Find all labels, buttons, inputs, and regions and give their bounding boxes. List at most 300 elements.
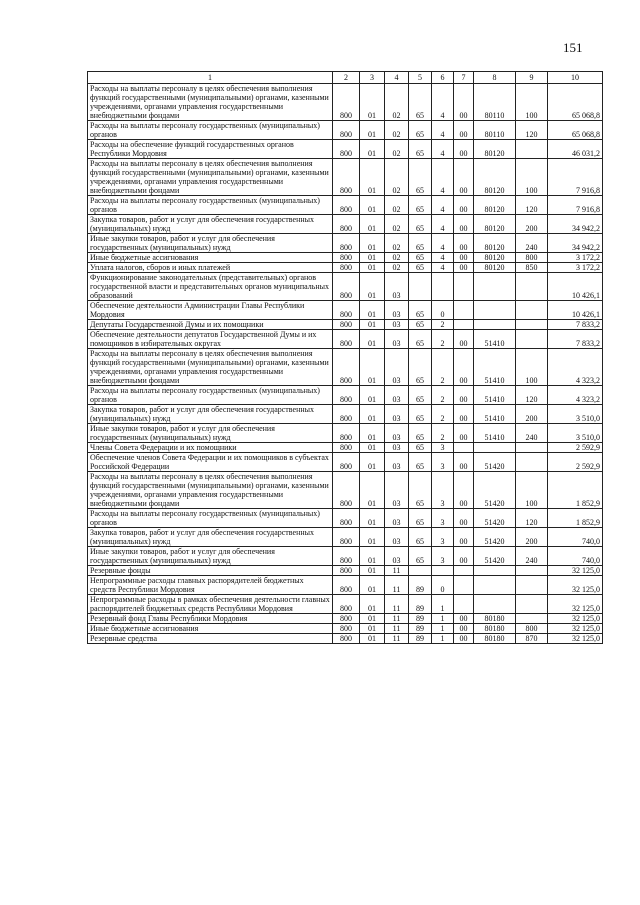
header-row [88, 72, 603, 84]
col-6-cell: 0 [432, 576, 454, 595]
col-3-cell: 01 [360, 453, 385, 472]
header-cell: 9 [516, 72, 548, 84]
col-5-cell: 65 [409, 320, 432, 330]
budget-table [87, 71, 603, 644]
row-name-cell: Расходы на выплаты персоналу в целях обеспечения выполнения функций государственными (муниципальными) органами, казенными учреждениями, органами управления государственными внебюджетными фондами [88, 84, 333, 121]
row-amount-cell: 1 852,9 [548, 472, 603, 509]
row-amount-cell: 4 323,2 [548, 349, 603, 386]
col-3-cell: 01 [360, 140, 385, 159]
col-6-cell: 4 [432, 196, 454, 215]
table-row [88, 509, 603, 528]
col-2-cell: 800 [333, 320, 360, 330]
table-row [88, 349, 603, 386]
col-2-cell: 800 [333, 215, 360, 234]
row-name-cell: Обеспечение деятельности депутатов Государственной Думы и их помощников в избирательных округах [88, 330, 333, 349]
col-8-cell: 51410 [474, 386, 516, 405]
col-2-cell: 800 [333, 330, 360, 349]
col-3-cell: 01 [360, 273, 385, 301]
col-8-cell [474, 595, 516, 614]
col-9-cell: 120 [516, 196, 548, 215]
col-7-cell [454, 595, 474, 614]
col-4-cell: 03 [385, 405, 409, 424]
col-7-cell: 00 [454, 528, 474, 547]
col-4-cell: 03 [385, 320, 409, 330]
col-2-cell: 800 [333, 273, 360, 301]
row-name-cell: Расходы на выплаты персоналу в целях обеспечения выполнения функций государственными (муниципальными) органами, казенными учреждениями, органами управления государственными внебюджетными фондами [88, 349, 333, 386]
col-2-cell: 800 [333, 595, 360, 614]
table-row [88, 634, 603, 644]
col-6-cell: 4 [432, 140, 454, 159]
col-8-cell: 51420 [474, 453, 516, 472]
row-amount-cell: 10 426,1 [548, 273, 603, 301]
row-name-cell: Члены Совета Федерации и их помощники [88, 443, 333, 453]
col-5-cell: 65 [409, 140, 432, 159]
col-2-cell: 800 [333, 263, 360, 273]
col-2-cell: 800 [333, 453, 360, 472]
col-7-cell [454, 566, 474, 576]
col-2-cell: 800 [333, 301, 360, 320]
col-9-cell: 240 [516, 424, 548, 443]
row-amount-cell: 32 125,0 [548, 634, 603, 644]
col-5-cell: 65 [409, 405, 432, 424]
col-8-cell [474, 273, 516, 301]
row-name-cell: Резервные средства [88, 634, 333, 644]
col-4-cell: 03 [385, 386, 409, 405]
row-name-cell: Обеспечение деятельности Администрации Главы Республики Мордовия [88, 301, 333, 320]
col-4-cell: 11 [385, 634, 409, 644]
row-name-cell: Закупка товаров, работ и услуг для обеспечения государственных (муниципальных) нужд [88, 405, 333, 424]
table-row [88, 614, 603, 624]
col-9-cell [516, 576, 548, 595]
col-9-cell: 100 [516, 159, 548, 196]
col-6-cell: 4 [432, 253, 454, 263]
col-5-cell: 65 [409, 443, 432, 453]
col-4-cell: 11 [385, 614, 409, 624]
row-amount-cell: 7 833,2 [548, 320, 603, 330]
col-3-cell: 01 [360, 595, 385, 614]
table-row [88, 472, 603, 509]
col-8-cell: 80120 [474, 215, 516, 234]
col-2-cell: 800 [333, 528, 360, 547]
col-9-cell [516, 301, 548, 320]
header-cell: 10 [548, 72, 603, 84]
col-5-cell: 89 [409, 595, 432, 614]
col-9-cell: 200 [516, 215, 548, 234]
row-amount-cell: 740,0 [548, 528, 603, 547]
col-9-cell: 800 [516, 624, 548, 634]
col-5-cell: 65 [409, 84, 432, 121]
col-7-cell: 00 [454, 405, 474, 424]
col-2-cell: 800 [333, 509, 360, 528]
col-2-cell: 800 [333, 159, 360, 196]
row-amount-cell: 34 942,2 [548, 234, 603, 253]
col-3-cell: 01 [360, 528, 385, 547]
col-8-cell [474, 576, 516, 595]
col-9-cell: 100 [516, 84, 548, 121]
col-8-cell: 51410 [474, 405, 516, 424]
header-cell: 1 [88, 72, 333, 84]
row-amount-cell: 65 068,8 [548, 84, 603, 121]
col-4-cell: 03 [385, 547, 409, 566]
header-cell: 2 [333, 72, 360, 84]
col-7-cell: 00 [454, 424, 474, 443]
page-number: 151 [563, 40, 583, 55]
col-5-cell: 65 [409, 159, 432, 196]
col-7-cell: 00 [454, 547, 474, 566]
col-4-cell: 03 [385, 273, 409, 301]
col-7-cell: 00 [454, 386, 474, 405]
col-4-cell: 03 [385, 301, 409, 320]
table-row [88, 234, 603, 253]
col-3-cell: 01 [360, 263, 385, 273]
col-7-cell: 00 [454, 84, 474, 121]
col-4-cell: 11 [385, 595, 409, 614]
col-3-cell: 01 [360, 472, 385, 509]
table-row [88, 121, 603, 140]
col-3-cell: 01 [360, 159, 385, 196]
col-5-cell: 65 [409, 234, 432, 253]
col-8-cell: 51410 [474, 330, 516, 349]
row-name-cell: Расходы на выплаты персоналу государственных (муниципальных) органов [88, 509, 333, 528]
col-3-cell: 01 [360, 547, 385, 566]
col-4-cell: 02 [385, 253, 409, 263]
row-name-cell: Непрограммные расходы в рамках обеспечения деятельности главных распорядителей бюджетных средств Республики Мордовия [88, 595, 333, 614]
col-3-cell: 01 [360, 509, 385, 528]
col-3-cell: 01 [360, 301, 385, 320]
col-7-cell [454, 443, 474, 453]
table-row [88, 320, 603, 330]
row-name-cell: Обеспечение членов Совета Федерации и их помощников в субъектах Российской Федерации [88, 453, 333, 472]
col-6-cell: 2 [432, 405, 454, 424]
row-amount-cell: 7 916,8 [548, 159, 603, 196]
row-amount-cell: 34 942,2 [548, 215, 603, 234]
col-7-cell: 00 [454, 121, 474, 140]
row-amount-cell: 3 172,2 [548, 253, 603, 263]
col-5-cell: 89 [409, 634, 432, 644]
col-5-cell: 65 [409, 263, 432, 273]
col-9-cell [516, 453, 548, 472]
col-8-cell: 80120 [474, 159, 516, 196]
col-8-cell: 51420 [474, 472, 516, 509]
col-5-cell: 65 [409, 330, 432, 349]
col-3-cell: 01 [360, 196, 385, 215]
row-amount-cell: 3 510,0 [548, 405, 603, 424]
col-2-cell: 800 [333, 576, 360, 595]
col-4-cell: 03 [385, 528, 409, 547]
col-6-cell: 3 [432, 472, 454, 509]
col-7-cell: 00 [454, 472, 474, 509]
col-8-cell: 80110 [474, 84, 516, 121]
col-3-cell: 01 [360, 424, 385, 443]
col-5-cell [409, 566, 432, 576]
table-row [88, 253, 603, 263]
col-5-cell: 65 [409, 301, 432, 320]
col-6-cell: 3 [432, 453, 454, 472]
col-4-cell: 03 [385, 453, 409, 472]
col-5-cell: 65 [409, 386, 432, 405]
row-amount-cell: 10 426,1 [548, 301, 603, 320]
row-name-cell: Расходы на выплаты персоналу в целях обеспечения выполнения функций государственными (муниципальными) органами, казенными учреждениями, органами управления государственными внебюджетными фондами [88, 159, 333, 196]
col-3-cell: 01 [360, 349, 385, 386]
table-row [88, 595, 603, 614]
col-7-cell: 00 [454, 453, 474, 472]
col-5-cell: 65 [409, 349, 432, 386]
col-9-cell: 100 [516, 472, 548, 509]
col-3-cell: 01 [360, 253, 385, 263]
col-8-cell: 51420 [474, 547, 516, 566]
col-4-cell: 02 [385, 84, 409, 121]
row-amount-cell: 7 833,2 [548, 330, 603, 349]
col-9-cell [516, 330, 548, 349]
table-row [88, 443, 603, 453]
row-amount-cell: 3 172,2 [548, 263, 603, 273]
col-8-cell: 80120 [474, 253, 516, 263]
row-name-cell: Иные бюджетные ассигнования [88, 624, 333, 634]
col-9-cell: 120 [516, 509, 548, 528]
col-8-cell: 80110 [474, 121, 516, 140]
row-name-cell: Расходы на обеспечение функций государственных органов Республики Мордовия [88, 140, 333, 159]
col-8-cell: 51410 [474, 349, 516, 386]
col-6-cell: 3 [432, 528, 454, 547]
col-9-cell: 120 [516, 121, 548, 140]
col-7-cell: 00 [454, 634, 474, 644]
col-3-cell: 01 [360, 386, 385, 405]
col-7-cell: 00 [454, 330, 474, 349]
table-row [88, 215, 603, 234]
col-5-cell: 65 [409, 253, 432, 263]
col-9-cell [516, 614, 548, 624]
header-cell: 6 [432, 72, 454, 84]
row-name-cell: Уплата налогов, сборов и иных платежей [88, 263, 333, 273]
header-cell: 7 [454, 72, 474, 84]
col-6-cell: 3 [432, 547, 454, 566]
col-7-cell: 00 [454, 509, 474, 528]
table-row [88, 624, 603, 634]
col-6-cell: 4 [432, 234, 454, 253]
col-3-cell: 01 [360, 234, 385, 253]
col-8-cell: 80120 [474, 196, 516, 215]
row-name-cell: Расходы на выплаты персоналу государственных (муниципальных) органов [88, 196, 333, 215]
col-8-cell: 80120 [474, 140, 516, 159]
table-row [88, 566, 603, 576]
col-9-cell: 240 [516, 547, 548, 566]
row-name-cell: Расходы на выплаты персоналу государственных (муниципальных) органов [88, 386, 333, 405]
row-name-cell: Депутаты Государственной Думы и их помощники [88, 320, 333, 330]
table-row [88, 301, 603, 320]
col-4-cell: 02 [385, 234, 409, 253]
col-9-cell [516, 595, 548, 614]
row-amount-cell: 32 125,0 [548, 614, 603, 624]
table-row [88, 263, 603, 273]
col-6-cell [432, 566, 454, 576]
col-9-cell: 120 [516, 386, 548, 405]
col-3-cell: 01 [360, 566, 385, 576]
col-9-cell [516, 566, 548, 576]
col-8-cell: 80120 [474, 234, 516, 253]
col-2-cell: 800 [333, 443, 360, 453]
col-9-cell [516, 443, 548, 453]
col-9-cell [516, 320, 548, 330]
col-6-cell: 0 [432, 301, 454, 320]
col-2-cell: 800 [333, 84, 360, 121]
row-amount-cell: 46 031,2 [548, 140, 603, 159]
col-5-cell: 65 [409, 528, 432, 547]
col-7-cell: 00 [454, 215, 474, 234]
col-4-cell: 11 [385, 576, 409, 595]
col-5-cell: 65 [409, 547, 432, 566]
col-6-cell: 1 [432, 624, 454, 634]
col-5-cell: 65 [409, 215, 432, 234]
col-5-cell: 65 [409, 472, 432, 509]
col-9-cell [516, 273, 548, 301]
col-6-cell: 4 [432, 84, 454, 121]
col-6-cell: 1 [432, 595, 454, 614]
col-3-cell: 01 [360, 84, 385, 121]
row-name-cell: Расходы на выплаты персоналу государственных (муниципальных) органов [88, 121, 333, 140]
row-amount-cell: 32 125,0 [548, 566, 603, 576]
row-name-cell: Иные закупки товаров, работ и услуг для обеспечения государственных (муниципальных) нужд [88, 547, 333, 566]
col-6-cell: 4 [432, 159, 454, 196]
col-4-cell: 02 [385, 196, 409, 215]
col-8-cell: 80180 [474, 624, 516, 634]
col-8-cell: 80120 [474, 263, 516, 273]
col-4-cell: 03 [385, 424, 409, 443]
col-3-cell: 01 [360, 624, 385, 634]
col-6-cell: 4 [432, 263, 454, 273]
col-6-cell: 2 [432, 386, 454, 405]
col-5-cell: 65 [409, 453, 432, 472]
col-7-cell [454, 320, 474, 330]
table-row [88, 453, 603, 472]
col-3-cell: 01 [360, 614, 385, 624]
col-4-cell: 02 [385, 215, 409, 234]
row-name-cell: Резервный фонд Главы Республики Мордовия [88, 614, 333, 624]
row-amount-cell: 1 852,9 [548, 509, 603, 528]
row-amount-cell: 32 125,0 [548, 595, 603, 614]
table-row [88, 547, 603, 566]
table-row [88, 84, 603, 121]
table-row [88, 196, 603, 215]
col-4-cell: 11 [385, 624, 409, 634]
col-2-cell: 800 [333, 634, 360, 644]
col-9-cell: 870 [516, 634, 548, 644]
row-name-cell: Непрограммные расходы главных распорядителей бюджетных средств Республики Мордовия [88, 576, 333, 595]
col-2-cell: 800 [333, 624, 360, 634]
table-row [88, 330, 603, 349]
col-2-cell: 800 [333, 472, 360, 509]
col-6-cell: 2 [432, 349, 454, 386]
table-row [88, 576, 603, 595]
col-4-cell: 02 [385, 263, 409, 273]
col-4-cell: 11 [385, 566, 409, 576]
row-name-cell: Резервные фонды [88, 566, 333, 576]
col-2-cell: 800 [333, 140, 360, 159]
col-6-cell: 4 [432, 121, 454, 140]
col-6-cell: 1 [432, 614, 454, 624]
row-name-cell: Иные бюджетные ассигнования [88, 253, 333, 263]
row-amount-cell: 2 592,9 [548, 443, 603, 453]
table-row [88, 424, 603, 443]
col-2-cell: 800 [333, 424, 360, 443]
table-row [88, 159, 603, 196]
col-6-cell: 1 [432, 634, 454, 644]
col-3-cell: 01 [360, 443, 385, 453]
col-6-cell: 2 [432, 330, 454, 349]
col-9-cell: 100 [516, 349, 548, 386]
col-2-cell: 800 [333, 614, 360, 624]
col-5-cell: 65 [409, 509, 432, 528]
col-7-cell: 00 [454, 234, 474, 253]
col-8-cell [474, 320, 516, 330]
col-2-cell: 800 [333, 386, 360, 405]
col-8-cell: 51420 [474, 509, 516, 528]
row-amount-cell: 7 916,8 [548, 196, 603, 215]
col-2-cell: 800 [333, 234, 360, 253]
col-5-cell: 89 [409, 614, 432, 624]
col-5-cell: 65 [409, 196, 432, 215]
col-7-cell: 00 [454, 349, 474, 386]
col-7-cell: 00 [454, 253, 474, 263]
col-6-cell: 4 [432, 215, 454, 234]
col-2-cell: 800 [333, 196, 360, 215]
row-amount-cell: 32 125,0 [548, 576, 603, 595]
row-name-cell: Закупка товаров, работ и услуг для обеспечения государственных (муниципальных) нужд [88, 215, 333, 234]
col-7-cell [454, 576, 474, 595]
col-7-cell: 00 [454, 263, 474, 273]
col-7-cell: 00 [454, 196, 474, 215]
col-9-cell: 240 [516, 234, 548, 253]
table-row [88, 140, 603, 159]
col-8-cell: 80180 [474, 614, 516, 624]
row-name-cell: Иные закупки товаров, работ и услуг для обеспечения государственных (муниципальных) нужд [88, 424, 333, 443]
row-amount-cell: 740,0 [548, 547, 603, 566]
col-3-cell: 01 [360, 576, 385, 595]
row-name-cell: Иные закупки товаров, работ и услуг для обеспечения государственных (муниципальных) нужд [88, 234, 333, 253]
row-amount-cell: 2 592,9 [548, 453, 603, 472]
row-name-cell: Расходы на выплаты персоналу в целях обеспечения выполнения функций государственными (муниципальными) органами, казенными учреждениями, органами управления государственными внебюджетными фондами [88, 472, 333, 509]
col-3-cell: 01 [360, 215, 385, 234]
col-3-cell: 01 [360, 330, 385, 349]
col-2-cell: 800 [333, 405, 360, 424]
header-cell: 8 [474, 72, 516, 84]
col-9-cell [516, 140, 548, 159]
col-9-cell: 800 [516, 253, 548, 263]
col-8-cell: 80180 [474, 634, 516, 644]
table-row [88, 273, 603, 301]
col-2-cell: 800 [333, 349, 360, 386]
col-3-cell: 01 [360, 121, 385, 140]
col-7-cell [454, 301, 474, 320]
col-4-cell: 03 [385, 443, 409, 453]
table-row [88, 405, 603, 424]
col-6-cell: 2 [432, 424, 454, 443]
col-2-cell: 800 [333, 566, 360, 576]
col-5-cell: 89 [409, 624, 432, 634]
col-6-cell: 3 [432, 509, 454, 528]
col-7-cell: 00 [454, 614, 474, 624]
col-6-cell: 3 [432, 443, 454, 453]
col-8-cell [474, 443, 516, 453]
col-2-cell: 800 [333, 547, 360, 566]
col-7-cell: 00 [454, 140, 474, 159]
col-5-cell [409, 273, 432, 301]
row-name-cell: Закупка товаров, работ и услуг для обеспечения государственных (муниципальных) нужд [88, 528, 333, 547]
col-9-cell: 850 [516, 263, 548, 273]
col-4-cell: 03 [385, 330, 409, 349]
col-4-cell: 03 [385, 472, 409, 509]
col-8-cell: 51420 [474, 528, 516, 547]
col-4-cell: 03 [385, 349, 409, 386]
